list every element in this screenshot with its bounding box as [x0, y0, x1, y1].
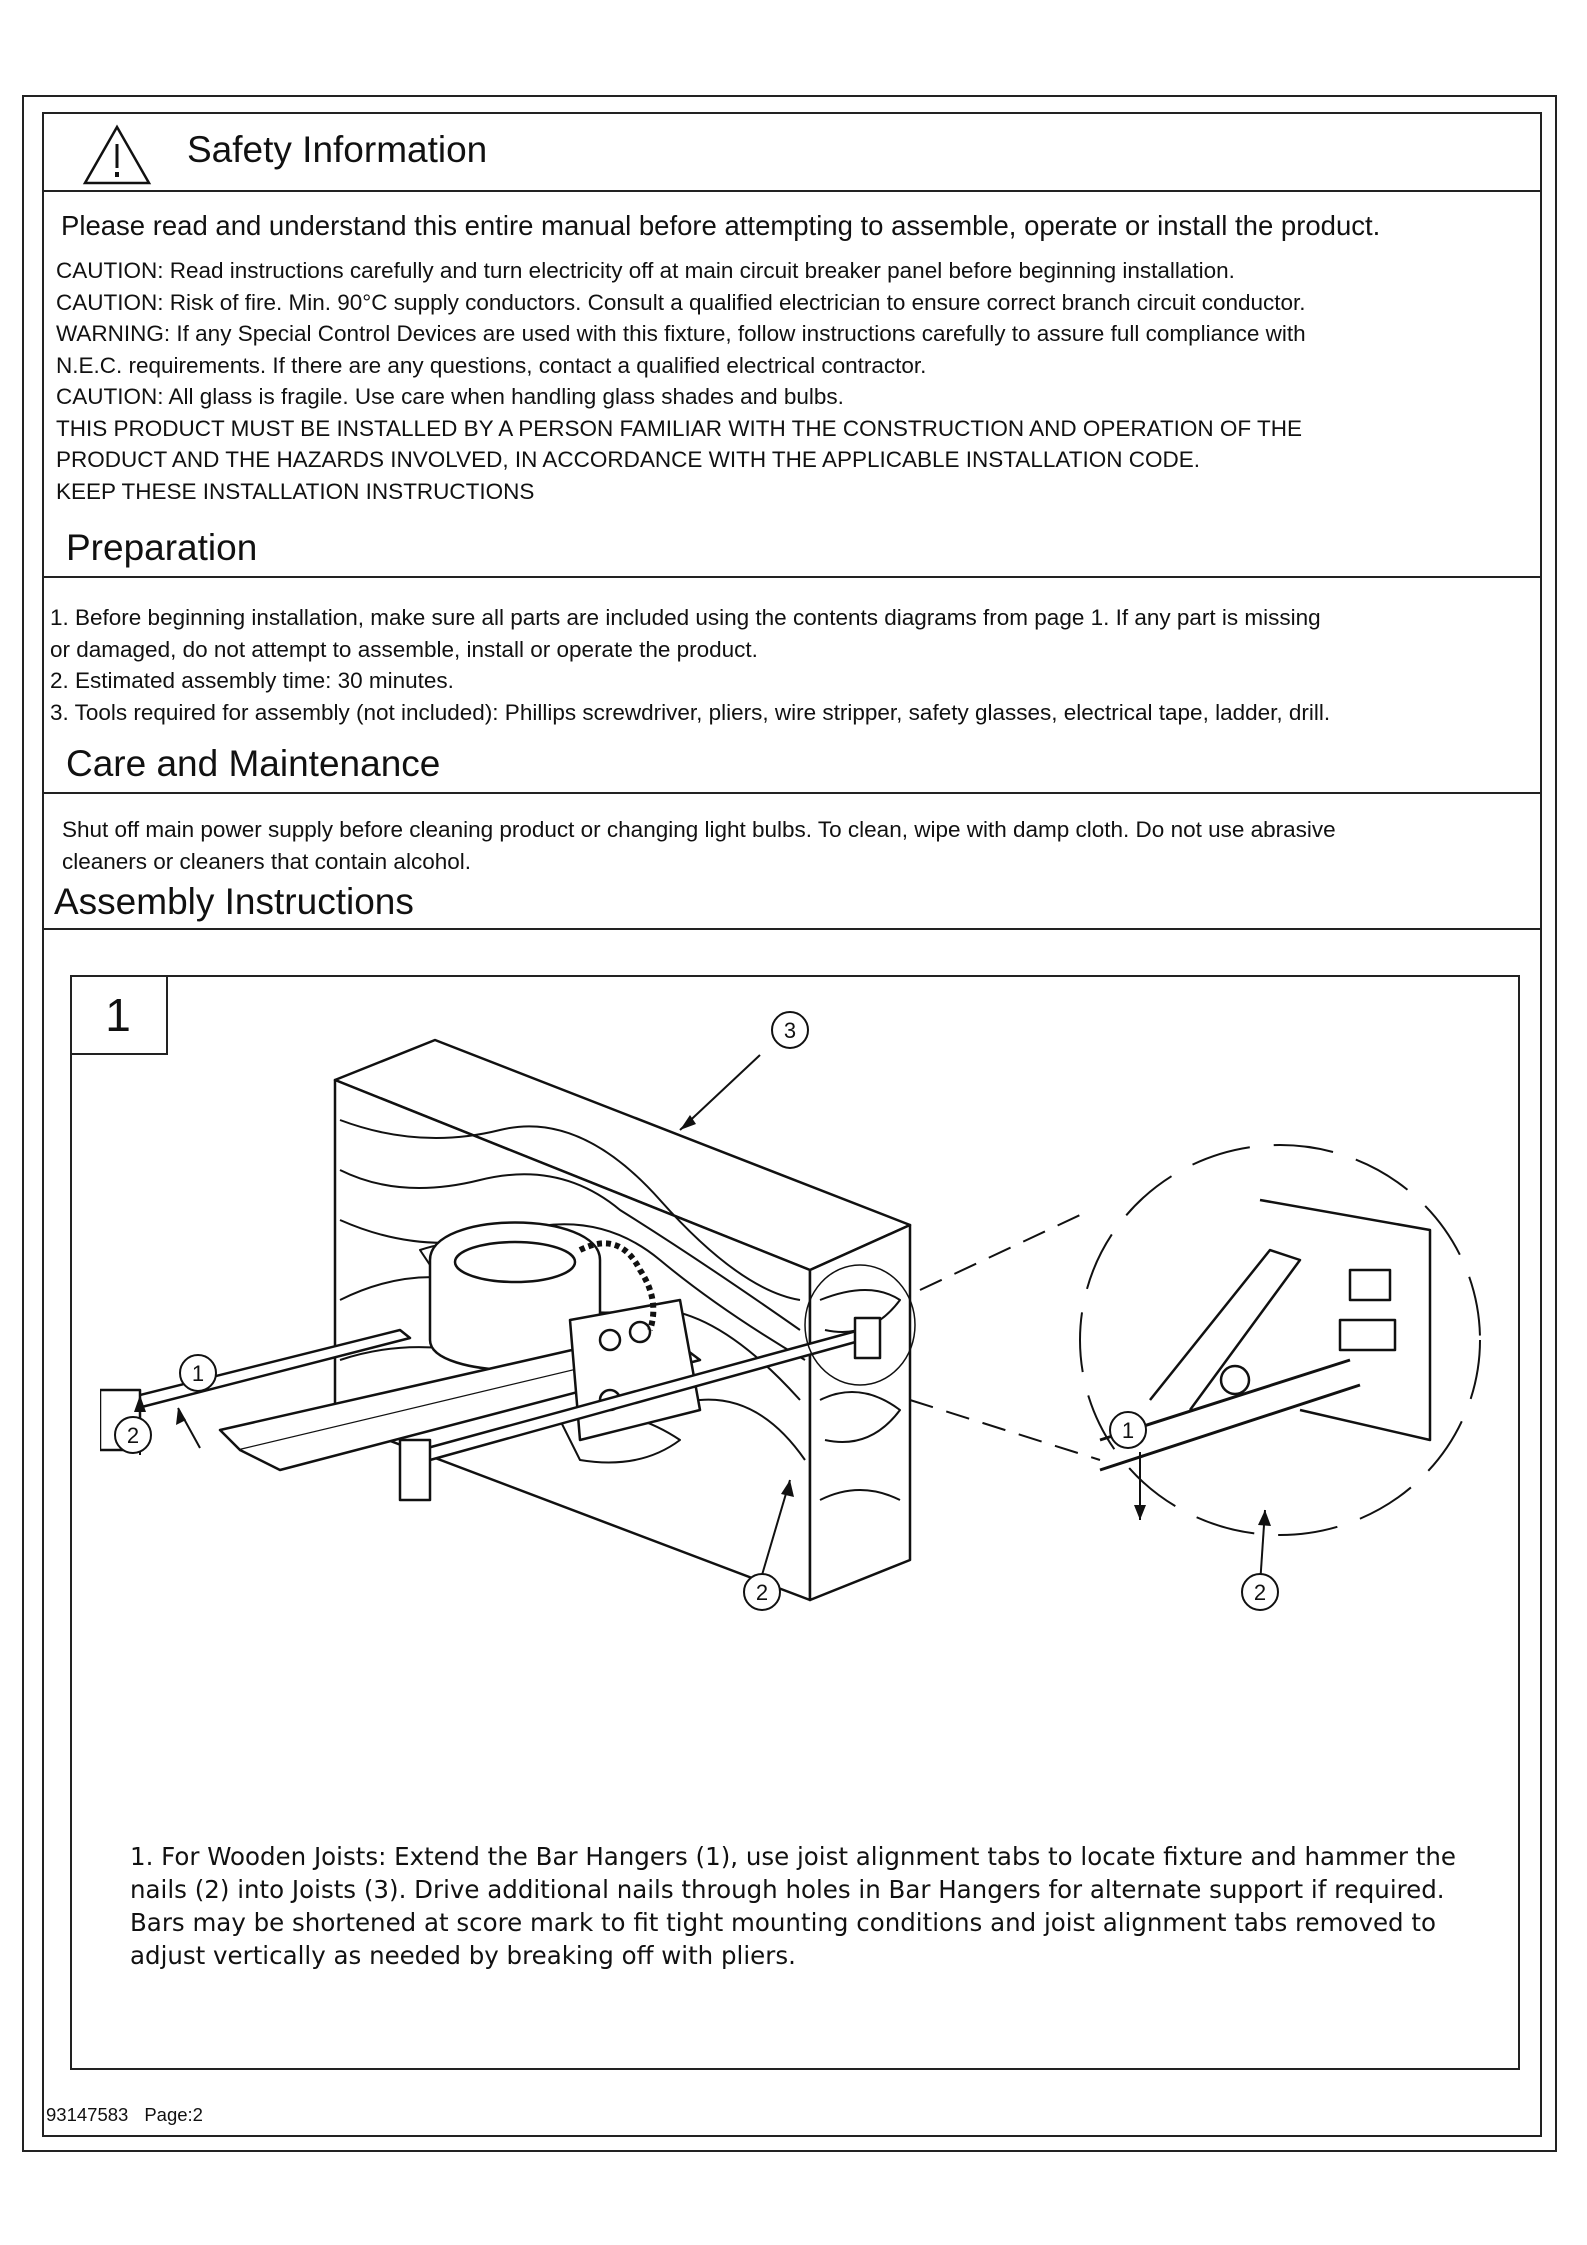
installation-diagram: [100, 1000, 1500, 1680]
care-divider: [42, 792, 1542, 794]
callout-2-label: 2: [126, 1423, 140, 1448]
safety-line: WARNING: If any Special Control Devices are used with this fixture, follow instructions carefully to assure full compliance with: [56, 321, 1306, 346]
preparation-divider: [42, 576, 1542, 578]
step-line: adjust vertically as needed by breaking off with pliers.: [130, 1941, 796, 1970]
safety-line: CAUTION: Risk of fire. Min. 90°C supply conductors. Consult a qualified electrician to ensure correct branch circuit conductor.: [56, 289, 1306, 315]
assembly-divider: [42, 928, 1542, 930]
safety-divider: [42, 190, 1542, 192]
callout-2-detail: [1242, 1574, 1278, 1610]
page-footer: [46, 2104, 203, 2126]
step-line: nails (2) into Joists (3). Drive additional nails through holes in Bar Hangers for alternate support if required.: [130, 1875, 1445, 1904]
assembly-title: Assembly Instructions: [54, 881, 414, 922]
callout-1-label: 1: [191, 1361, 205, 1386]
warning-triangle-icon: [82, 124, 152, 186]
safety-line: N.E.C. requirements. If there are any questions, contact a qualified electrical contractor.: [56, 352, 927, 378]
step-line: 1. For Wooden Joists: Extend the Bar Hangers (1), use joist alignment tabs to locate fixture and hammer the: [130, 1842, 1456, 1871]
callout-2-center: [744, 1574, 780, 1610]
callout-1-label: 1: [1121, 1418, 1135, 1443]
care-line: cleaners or cleaners that contain alcohol.: [62, 848, 471, 874]
callout-2-label: 2: [1253, 1580, 1267, 1605]
safety-line: PRODUCT AND THE HAZARDS INVOLVED, IN ACCORDANCE WITH THE APPLICABLE INSTALLATION CODE.: [56, 447, 1200, 472]
safety-list: [56, 255, 1306, 507]
care-line: Shut off main power supply before cleaning product or changing light bulbs. To clean, wipe with damp cloth. Do not use abrasive: [62, 817, 1336, 842]
preparation-line: 2. Estimated assembly time: 30 minutes.: [50, 668, 454, 693]
callout-1-main: [180, 1355, 216, 1391]
callout-3: [772, 1012, 808, 1048]
preparation-line: 1. Before beginning installation, make sure all parts are included using the contents diagrams from page 1. If any part is missing: [50, 605, 1321, 630]
callout-3-label: 3: [783, 1018, 797, 1043]
care-list: [62, 814, 1336, 877]
preparation-line: or damaged, do not attempt to assemble, install or operate the product.: [50, 636, 758, 662]
step-instructions: [130, 1840, 1456, 1972]
safety-line: THIS PRODUCT MUST BE INSTALLED BY A PERSON FAMILIAR WITH THE CONSTRUCTION AND OPERATION OF THE: [56, 415, 1303, 441]
care-title: Care and Maintenance: [66, 743, 441, 784]
callout-2-left: [115, 1417, 151, 1453]
safety-title: Safety Information: [187, 129, 488, 170]
step-line: Bars may be shortened at score mark to fit tight mounting conditions and joist alignment tabs removed to: [130, 1908, 1436, 1937]
callout-2-label: 2: [755, 1580, 769, 1605]
callout-1-detail: [1110, 1412, 1146, 1448]
page-number: Page:2: [144, 2104, 203, 2125]
preparation-list: [50, 602, 1330, 728]
safety-line: CAUTION: All glass is fragile. Use care when handling glass shades and bulbs.: [56, 384, 844, 409]
safety-line: KEEP THESE INSTALLATION INSTRUCTIONS: [56, 478, 535, 504]
safety-line: CAUTION: Read instructions carefully and turn electricity off at main circuit breaker panel before beginning installation.: [56, 258, 1235, 283]
doc-number: 93147583: [46, 2104, 129, 2125]
preparation-line: 3. Tools required for assembly (not included): Phillips screwdriver, pliers, wire stripper, safety glasses, electrical tape, ladder, drill.: [50, 699, 1331, 725]
step-number: 1: [70, 975, 168, 1055]
preparation-title: Preparation: [66, 527, 258, 568]
safety-lead: Please read and understand this entire manual before attempting to assemble, operate or install the product.: [61, 210, 1381, 241]
